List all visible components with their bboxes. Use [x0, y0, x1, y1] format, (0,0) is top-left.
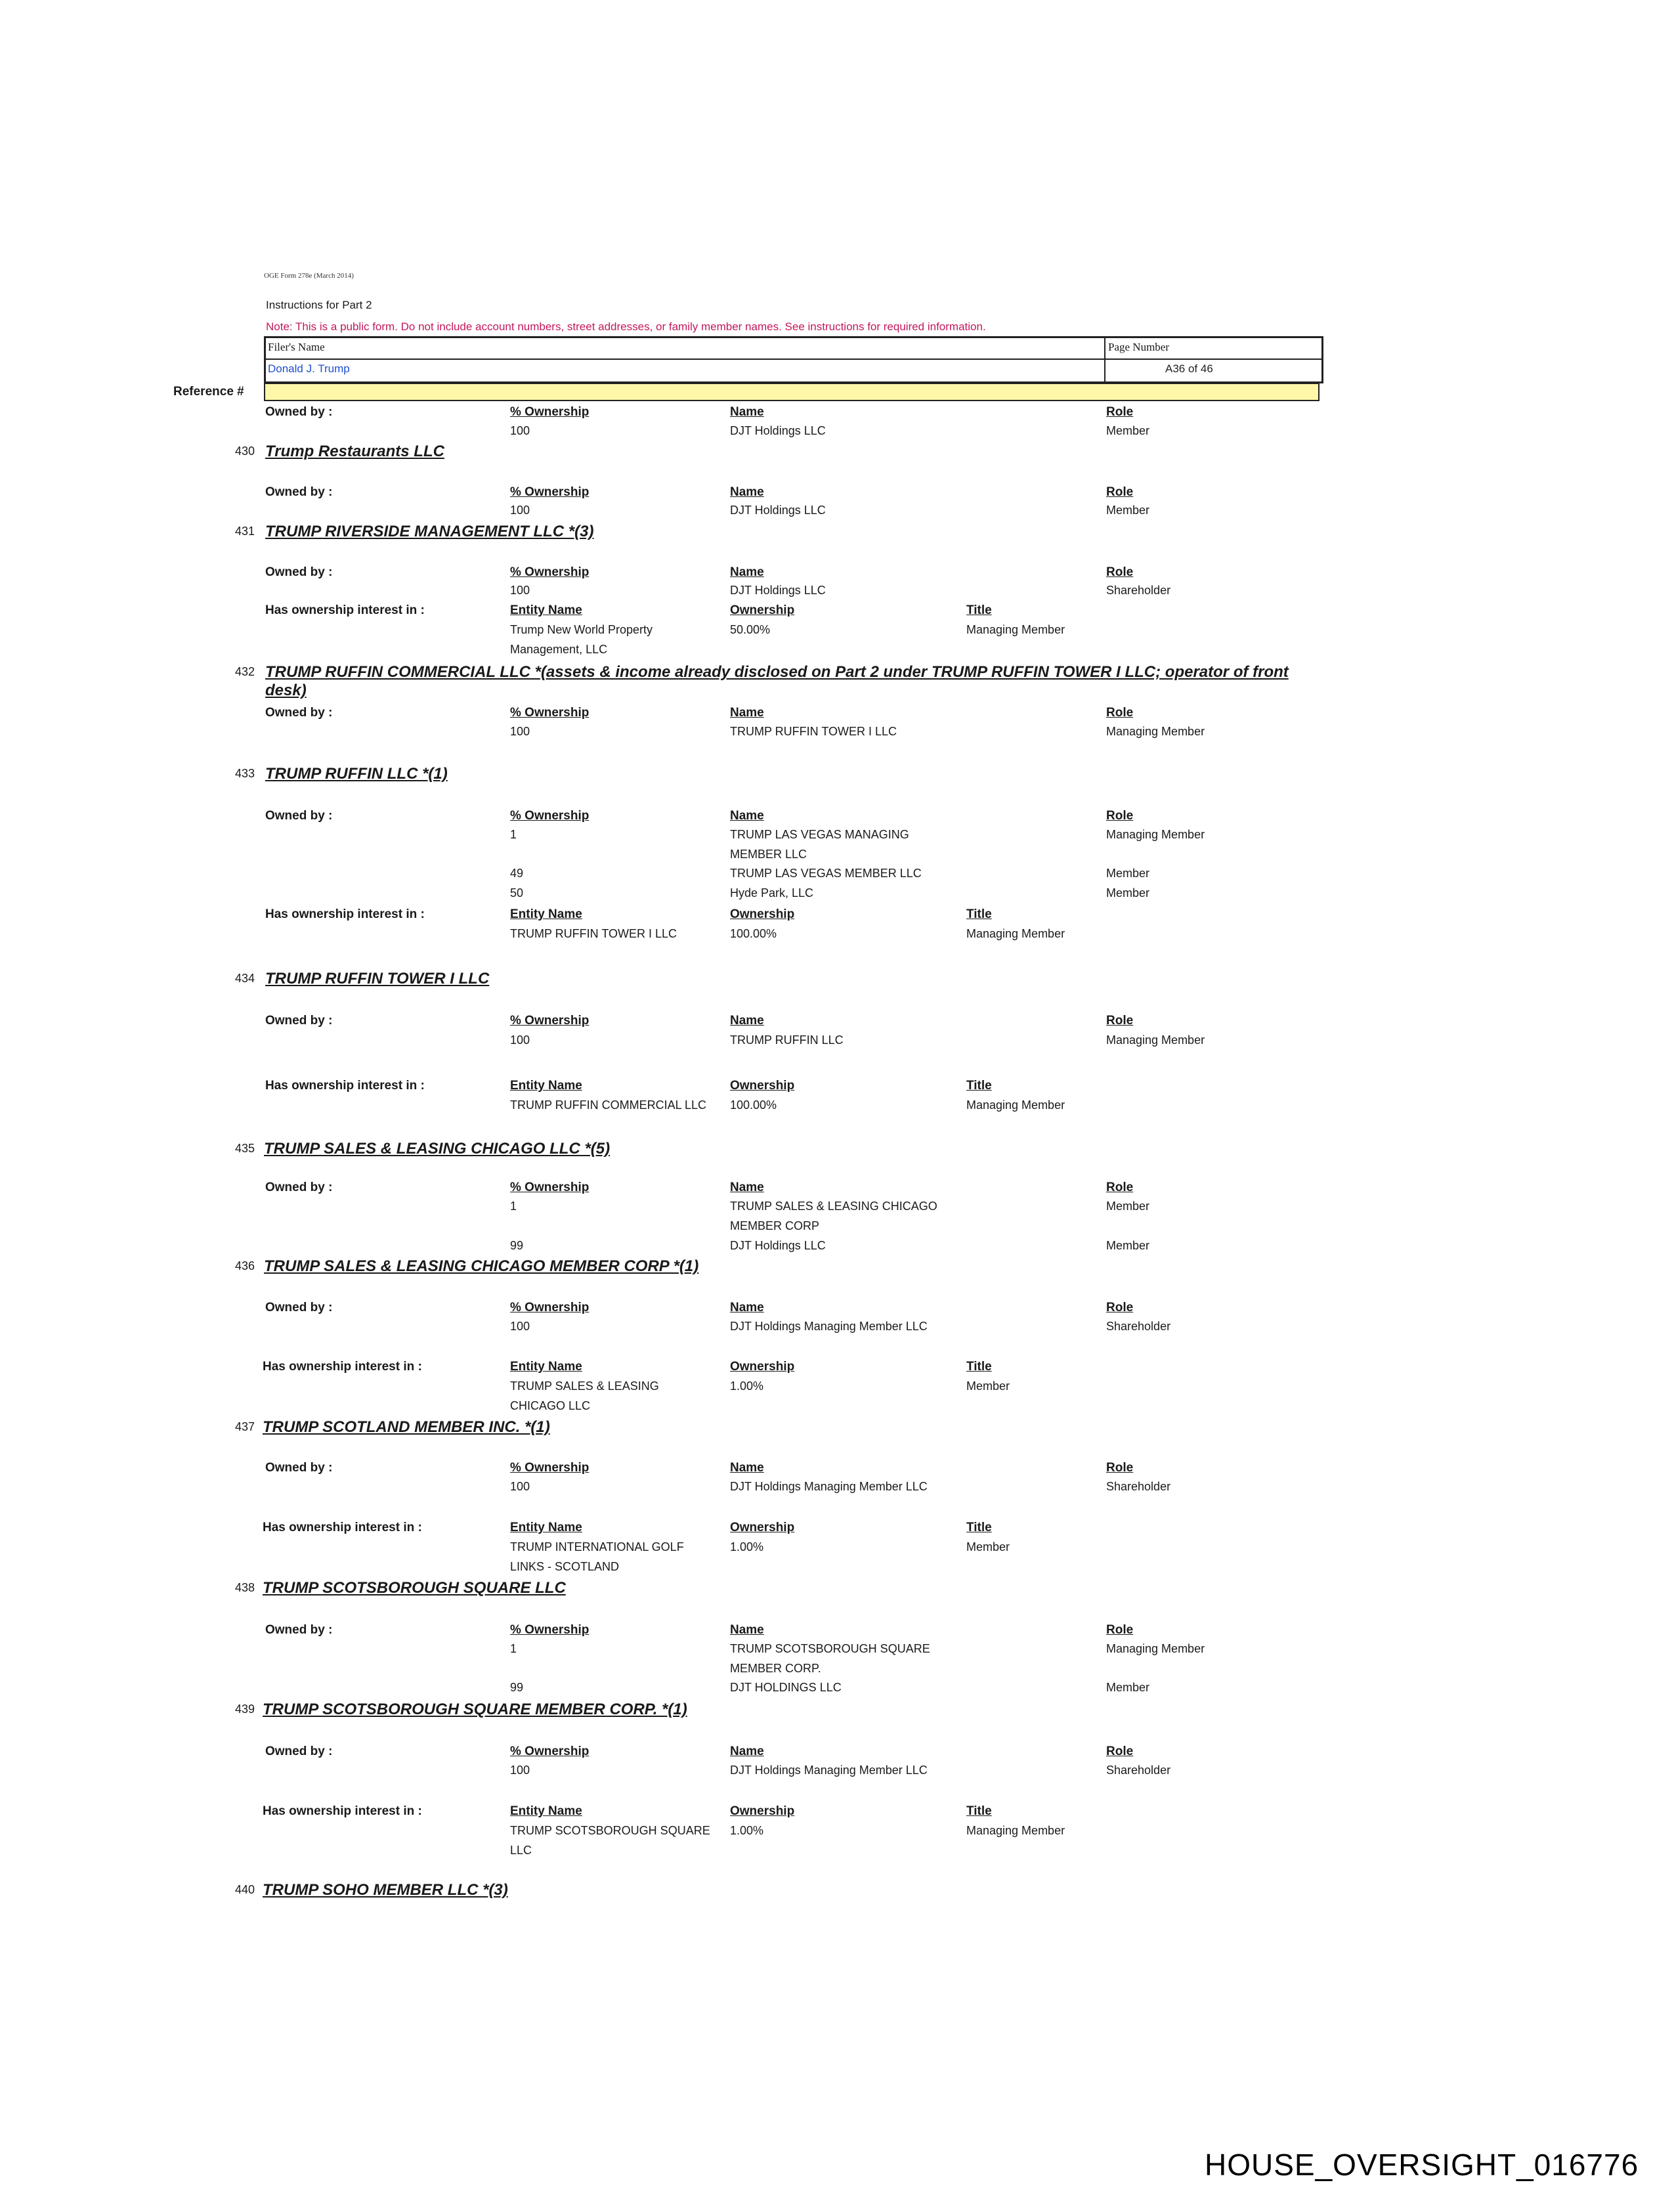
ownership-header: Ownership — [730, 1079, 795, 1093]
role-header: Role — [1106, 1623, 1134, 1637]
ownership-header: Ownership — [730, 1521, 795, 1534]
title-header: Title — [966, 603, 992, 617]
reference-bar — [264, 383, 1320, 401]
filer-name-value: Donald J. Trump — [268, 362, 350, 375]
owner-name: TRUMP LAS VEGAS MANAGING — [730, 828, 909, 841]
role-header: Role — [1106, 1461, 1134, 1475]
page-number-value: A36 of 46 — [1165, 362, 1213, 375]
owner-pct: 100 — [510, 1764, 530, 1777]
role-header: Role — [1106, 706, 1134, 720]
interest-ownership: 1.00% — [730, 1379, 764, 1393]
entity-number: 431 — [235, 525, 255, 538]
role-header: Role — [1106, 1181, 1134, 1194]
name-header: Name — [730, 485, 764, 499]
interest-ownership: 50.00% — [730, 623, 771, 636]
owner-pct: 100 — [510, 424, 530, 437]
entity-number: 430 — [235, 445, 255, 458]
instructions-title: Instructions for Part 2 — [266, 299, 372, 311]
owner-name: DJT Holdings Managing Member LLC — [730, 1764, 928, 1777]
owner-name: DJT Holdings LLC — [730, 424, 826, 437]
pct-ownership-header: % Ownership — [510, 1014, 590, 1028]
interest-title: Member — [966, 1540, 1010, 1553]
owner-name: TRUMP SALES & LEASING CHICAGO — [730, 1200, 937, 1213]
interest-entity: TRUMP SCOTSBOROUGH SQUARE — [510, 1824, 710, 1837]
role-header: Role — [1106, 1301, 1134, 1314]
entity-name-header: Entity Name — [510, 603, 582, 617]
pct-ownership-header: % Ownership — [510, 485, 590, 499]
entity-number: 438 — [235, 1581, 255, 1594]
owner-name: MEMBER CORP — [730, 1219, 820, 1232]
owner-name: Hyde Park, LLC — [730, 886, 814, 900]
name-header: Name — [730, 1301, 764, 1314]
pct-ownership-header: % Ownership — [510, 565, 590, 579]
entity-number: 435 — [235, 1142, 255, 1155]
owner-name: DJT HOLDINGS LLC — [730, 1681, 842, 1694]
owner-role: Managing Member — [1106, 1642, 1205, 1655]
entity-title: TRUMP SCOTSBOROUGH SQUARE MEMBER CORP. *(1) — [263, 1701, 687, 1718]
owner-role: Member — [1106, 1681, 1150, 1694]
entity-title: TRUMP RIVERSIDE MANAGEMENT LLC *(3) — [265, 523, 594, 540]
owner-pct: 1 — [510, 1642, 517, 1655]
entity-title: TRUMP SALES & LEASING CHICAGO LLC *(5) — [264, 1140, 611, 1158]
entity-number: 437 — [235, 1420, 255, 1433]
owner-pct: 100 — [510, 1320, 530, 1333]
ownership-header: Ownership — [730, 1360, 795, 1374]
interest-ownership: 100.00% — [730, 1098, 777, 1112]
entity-number: 432 — [235, 665, 255, 678]
owner-role: Shareholder — [1106, 1764, 1171, 1777]
name-header: Name — [730, 1014, 764, 1028]
entity-number: 440 — [235, 1883, 255, 1896]
entity-name-header: Entity Name — [510, 907, 582, 921]
entity-name-header: Entity Name — [510, 1521, 582, 1534]
owner-role: Managing Member — [1106, 725, 1205, 738]
name-header: Name — [730, 809, 764, 823]
role-header: Role — [1106, 565, 1134, 579]
owner-pct: 100 — [510, 584, 530, 597]
interest-entity: TRUMP RUFFIN COMMERCIAL LLC — [510, 1098, 707, 1112]
name-header: Name — [730, 1745, 764, 1758]
owner-name: DJT Holdings Managing Member LLC — [730, 1320, 928, 1333]
page-number-label: Page Number — [1108, 341, 1170, 353]
owned-by-label: Owned by : — [265, 1745, 333, 1758]
entity-title: TRUMP SCOTSBOROUGH SQUARE LLC — [263, 1579, 566, 1597]
owner-pct: 100 — [510, 504, 530, 517]
pct-ownership-header: % Ownership — [510, 1745, 590, 1758]
role-header: Role — [1106, 1745, 1134, 1758]
owned-by-label: Owned by : — [265, 1014, 333, 1028]
ownership-header: Ownership — [730, 603, 795, 617]
owner-name: TRUMP RUFFIN TOWER I LLC — [730, 725, 897, 738]
owner-role: Member — [1106, 504, 1150, 517]
owner-role: Member — [1106, 867, 1150, 880]
owner-role: Member — [1106, 1239, 1150, 1252]
owned-by-label: Owned by : — [265, 565, 333, 579]
interest-entity: TRUMP INTERNATIONAL GOLF — [510, 1540, 684, 1553]
interest-entity: LINKS - SCOTLAND — [510, 1560, 620, 1573]
filer-name-label: Filer's Name — [268, 341, 325, 353]
has-interest-label: Has ownership interest in : — [265, 1079, 425, 1093]
interest-ownership: 100.00% — [730, 927, 777, 940]
owner-role: Member — [1106, 424, 1150, 437]
owned-by-label: Owned by : — [265, 1301, 333, 1314]
has-interest-label: Has ownership interest in : — [263, 1804, 422, 1818]
owner-name: DJT Holdings Managing Member LLC — [730, 1480, 928, 1493]
owner-pct: 49 — [510, 867, 524, 880]
entity-title: TRUMP RUFFIN LLC *(1) — [265, 765, 448, 783]
owner-role: Shareholder — [1106, 1320, 1171, 1333]
interest-title: Managing Member — [966, 927, 1065, 940]
role-header: Role — [1106, 405, 1134, 419]
interest-entity: TRUMP SALES & LEASING — [510, 1379, 659, 1393]
owner-name: DJT Holdings LLC — [730, 584, 826, 597]
title-header: Title — [966, 1079, 992, 1093]
role-header: Role — [1106, 485, 1134, 499]
interest-title: Managing Member — [966, 1098, 1065, 1112]
interest-entity: TRUMP RUFFIN TOWER I LLC — [510, 927, 677, 940]
entity-title: TRUMP SCOTLAND MEMBER INC. *(1) — [263, 1418, 550, 1436]
owner-pct: 1 — [510, 1200, 517, 1213]
owned-by-label: Owned by : — [265, 1461, 333, 1475]
pct-ownership-header: % Ownership — [510, 1461, 590, 1475]
entity-title: desk) — [265, 682, 307, 699]
interest-entity: Management, LLC — [510, 643, 608, 656]
interest-ownership: 1.00% — [730, 1824, 764, 1837]
ownership-header: Ownership — [730, 907, 795, 921]
owner-role: Member — [1106, 1200, 1150, 1213]
owner-name: DJT Holdings LLC — [730, 1239, 826, 1252]
role-header: Role — [1106, 809, 1134, 823]
owned-by-label: Owned by : — [265, 405, 333, 419]
owner-name: DJT Holdings LLC — [730, 504, 826, 517]
owner-role: Shareholder — [1106, 1480, 1171, 1493]
owned-by-label: Owned by : — [265, 485, 333, 499]
entity-name-header: Entity Name — [510, 1804, 582, 1818]
owner-pct: 50 — [510, 886, 524, 900]
name-header: Name — [730, 1623, 764, 1637]
owner-role: Managing Member — [1106, 1033, 1205, 1047]
owner-pct: 99 — [510, 1681, 524, 1694]
title-header: Title — [966, 1521, 992, 1534]
entity-title: Trump Restaurants LLC — [265, 443, 444, 460]
entity-name-header: Entity Name — [510, 1079, 582, 1093]
entity-name-header: Entity Name — [510, 1360, 582, 1374]
interest-title: Managing Member — [966, 1824, 1065, 1837]
pct-ownership-header: % Ownership — [510, 706, 590, 720]
owner-pct: 99 — [510, 1239, 524, 1252]
pct-ownership-header: % Ownership — [510, 809, 590, 823]
owner-pct: 100 — [510, 1033, 530, 1047]
owner-role: Shareholder — [1106, 584, 1171, 597]
owner-name: TRUMP SCOTSBOROUGH SQUARE — [730, 1642, 930, 1655]
title-header: Title — [966, 1360, 992, 1374]
interest-ownership: 1.00% — [730, 1540, 764, 1553]
title-header: Title — [966, 1804, 992, 1818]
entity-title: TRUMP RUFFIN TOWER I LLC — [265, 970, 490, 987]
pct-ownership-header: % Ownership — [510, 1623, 590, 1637]
interest-entity: LLC — [510, 1844, 532, 1857]
pct-ownership-header: % Ownership — [510, 1301, 590, 1314]
form-code: OGE Form 278e (March 2014) — [264, 272, 354, 280]
interest-title: Managing Member — [966, 623, 1065, 636]
entity-title: TRUMP SOHO MEMBER LLC *(3) — [263, 1881, 508, 1899]
entity-number: 434 — [235, 972, 255, 985]
interest-title: Member — [966, 1379, 1010, 1393]
owner-pct: 100 — [510, 1480, 530, 1493]
name-header: Name — [730, 405, 764, 419]
owner-role: Member — [1106, 886, 1150, 900]
title-header: Title — [966, 907, 992, 921]
name-header: Name — [730, 1461, 764, 1475]
owner-pct: 100 — [510, 725, 530, 738]
name-header: Name — [730, 1181, 764, 1194]
entity-title: TRUMP RUFFIN COMMERCIAL LLC *(assets & income already disclosed on Part 2 under TRUMP RUFFIN TOWER I LLC; operator of front — [265, 663, 1289, 681]
owner-name: MEMBER LLC — [730, 848, 807, 861]
entity-title: TRUMP SALES & LEASING CHICAGO MEMBER CORP *(1) — [264, 1257, 699, 1275]
has-interest-label: Has ownership interest in : — [263, 1521, 422, 1534]
owned-by-label: Owned by : — [265, 1623, 333, 1637]
role-header: Role — [1106, 1014, 1134, 1028]
owner-name: TRUMP RUFFIN LLC — [730, 1033, 844, 1047]
has-interest-label: Has ownership interest in : — [265, 907, 425, 921]
filer-header-box — [264, 336, 1323, 383]
has-interest-label: Has ownership interest in : — [263, 1360, 422, 1374]
document-id: HOUSE_OVERSIGHT_016776 — [1205, 2148, 1639, 2182]
has-interest-label: Has ownership interest in : — [265, 603, 425, 617]
entity-number: 439 — [235, 1702, 255, 1716]
owned-by-label: Owned by : — [265, 809, 333, 823]
interest-entity: Trump New World Property — [510, 623, 653, 636]
owner-name: MEMBER CORP. — [730, 1662, 821, 1675]
owned-by-label: Owned by : — [265, 706, 333, 720]
owner-role: Managing Member — [1106, 828, 1205, 841]
public-form-note: Note: This is a public form. Do not include account numbers, street addresses, or family member names. See instructions for required information. — [266, 320, 986, 333]
ownership-header: Ownership — [730, 1804, 795, 1818]
name-header: Name — [730, 565, 764, 579]
pct-ownership-header: % Ownership — [510, 405, 590, 419]
pct-ownership-header: % Ownership — [510, 1181, 590, 1194]
entity-number: 436 — [235, 1259, 255, 1272]
owner-pct: 1 — [510, 828, 517, 841]
reference-label: Reference # — [173, 385, 244, 399]
owned-by-label: Owned by : — [265, 1181, 333, 1194]
interest-entity: CHICAGO LLC — [510, 1399, 591, 1412]
entity-number: 433 — [235, 767, 255, 780]
owner-name: TRUMP LAS VEGAS MEMBER LLC — [730, 867, 922, 880]
name-header: Name — [730, 706, 764, 720]
